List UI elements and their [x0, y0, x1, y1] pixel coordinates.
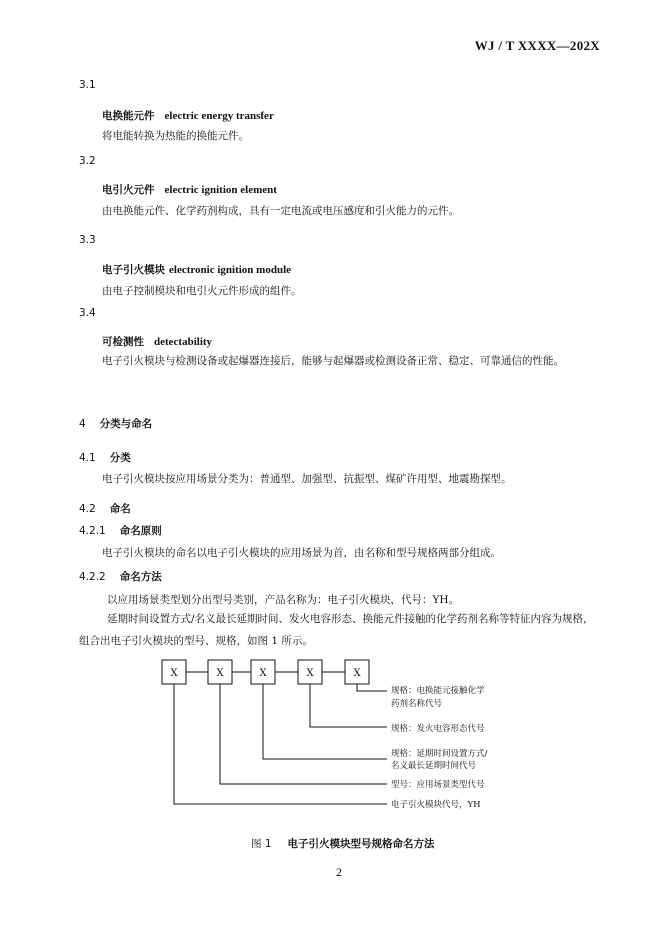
- diagram-label: 名义最长延期时间代号: [391, 761, 477, 771]
- leader-line-4: [310, 684, 387, 727]
- subsection-number: 4.2: [79, 503, 96, 515]
- code-box-label: X: [353, 668, 361, 679]
- term-cn: 电引火元件: [102, 184, 155, 196]
- subsection-title: 分类: [109, 452, 131, 464]
- figure-title: 电子引火模块型号规格命名方法: [287, 838, 435, 850]
- term-cn: 可检测性: [102, 336, 144, 348]
- leader-line-5: [357, 684, 387, 691]
- diagram-label: 规格：延期时间设置方式/: [391, 749, 488, 759]
- subsection-title: 命名原则: [119, 525, 162, 537]
- term-definition: 将电能转换为热能的换能元件。: [102, 130, 249, 142]
- term-cn: 电换能元件: [102, 110, 155, 122]
- subsection-number: 4.2.2: [79, 571, 106, 583]
- term-en: electronic ignition module: [169, 264, 292, 276]
- leader-line-3: [263, 684, 387, 759]
- diagram-label: 电子引火模块代号，YH: [391, 800, 481, 810]
- code-box-label: X: [259, 668, 267, 679]
- term-en: electric ignition element: [164, 184, 277, 196]
- paragraph: 电子引火模块的命名以电子引火模块的应用场景为首，由名称和型号规格两部分组成。: [102, 547, 501, 559]
- page-number: 2: [336, 865, 342, 879]
- diagram-label: 型号：应用场景类型代号: [391, 780, 485, 790]
- subsection-title: 命名: [109, 503, 131, 515]
- code-box-label: X: [170, 668, 178, 679]
- paragraph: 电子引火模块按应用场景分类为：普通型、加强型、抗振型、煤矿许用型、地震勘探型。: [102, 473, 512, 485]
- section-title: 分类与命名: [99, 418, 153, 430]
- code-box-label: X: [306, 668, 314, 679]
- clause-number: 3.3: [79, 234, 96, 246]
- term-definition: 由电子控制模块和电引火元件形成的组件。: [102, 285, 302, 297]
- section-number: 4: [79, 418, 86, 430]
- leader-line-2: [220, 684, 387, 784]
- figure-number: 图 1: [251, 838, 272, 850]
- clause-number: 3.2: [79, 155, 96, 167]
- subsection-number: 4.1: [79, 452, 96, 464]
- paragraph: 延期时间设置方式/名义最长延期时间、发火电容形态、换能元件接触的化学药剂名称等特征内容为规格，组合出电子引火模块的型号、规格，如图 1 所示。: [79, 613, 594, 647]
- term-en: detectability: [154, 336, 213, 348]
- leader-line-1: [174, 684, 387, 804]
- diagram-label: 规格：发火电容形态代号: [391, 724, 485, 734]
- subsection-title: 命名方法: [119, 571, 162, 583]
- diagram-label: 规格：电换能元接触化学: [391, 686, 485, 696]
- diagram-label: 药剂名称代号: [391, 699, 443, 709]
- term-cn: 电子引火模块: [102, 264, 165, 276]
- paragraph: 以应用场景类型划分出型号类别，产品名称为：电子引火模块，代号：YH。: [107, 594, 460, 606]
- subsection-number: 4.2.1: [79, 525, 106, 537]
- term-definition: 电子引火模块与检测设备或起爆器连接后，能够与起爆器或检测设备正常、稳定、可靠通信的性能。: [102, 355, 564, 367]
- clause-number: 3.1: [79, 79, 96, 91]
- clause-number: 3.4: [79, 307, 96, 319]
- code-box-label: X: [216, 668, 224, 679]
- figure-caption: [251, 836, 435, 851]
- term-en: electric energy transfer: [164, 110, 274, 122]
- term-definition: 由电换能元件、化学药剂构成，具有一定电流或电压感度和引火能力的元件。: [102, 205, 459, 217]
- standard-code-header: WJ / T XXXX—202X: [474, 38, 600, 53]
